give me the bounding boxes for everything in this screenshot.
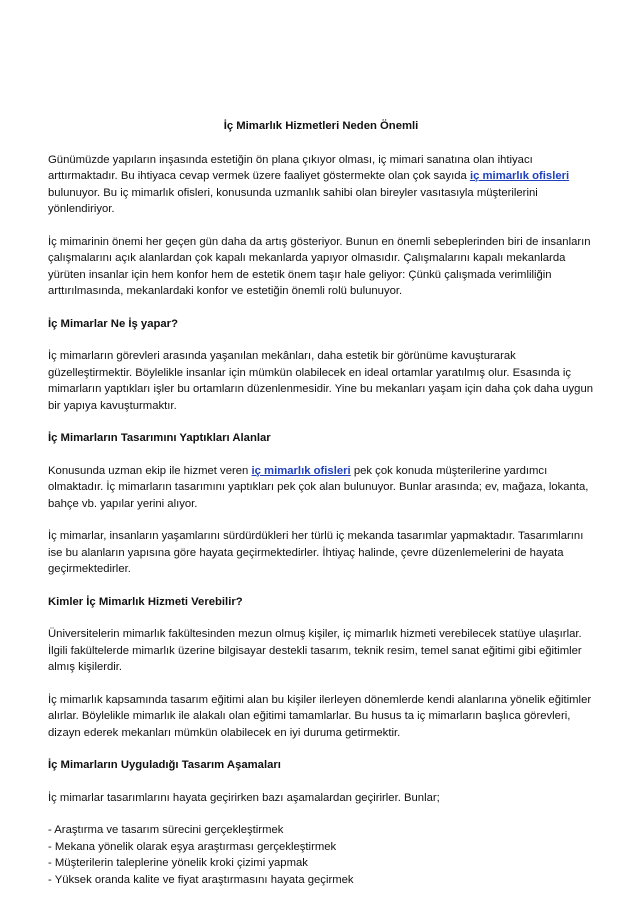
paragraph-text: Günümüzde yapıların inşasında estetiğin ön plana çıkıyor olması, iç mimari sanatına olan ihtiyacı arttırmaktadır. Bu ihtiyaca cevap vermek üzere faaliyet göstermekte olan çok sayıda <box>48 153 533 182</box>
paragraph-graduates: Üniversitelerin mimarlık fakültesinden mezun olmuş kişiler, iç mimarlık hizmeti verebilecek statüye ulaşırlar. İlgili fakültelerde mimarlık üzerine bilgisayar destekli tasarım, teknik resim, temel sanat eğitimi gibi eğitimler almış kişilerdir. <box>48 628 582 673</box>
paragraph-intro <box>48 152 594 218</box>
paragraph-text: pek çok konuda müşterilerine yardımcı olmaktadır. İç mimarların tasarımını yaptıkları pek çok alan bulunuyor. Bunlar arasında; ev, mağaza, lokanta, bahçe vb. yapılar yerini alıyor. <box>48 464 589 510</box>
paragraph-importance: İç mimarinin önemi her geçen gün daha da artış gösteriyor. Bunun en önemli sebeplerinden biri de insanların çalışmalarını açık alanlardan çok kapalı mekanlarda yapıyor olmasıdır. Çalışmalarını kapalı mekanlarda yürüten insanlar için hem konfor hem de estetik önem taşır hale geliyor: Çünkü çalışmada verimliliğin arttırılmasında, mekanlardaki konfor ve estetiğin önemli rolü bulunuyor. <box>48 235 591 297</box>
design-stages-list <box>48 822 594 888</box>
interior-design-offices-link-2[interactable]: iç mimarlık ofisleri <box>251 464 351 477</box>
list-item: - Müşterilerin taleplerine yönelik kroki çizimi yapmak <box>48 857 308 869</box>
list-item: - Mekana yönelik olarak eşya araştırması gerçekleştirmek <box>48 840 337 853</box>
section-heading-who-can-serve: Kimler İç Mimarlık Hizmeti Verebilir? <box>48 595 243 608</box>
list-item: - Araştırma ve tasarım sürecini gerçekleştirmek <box>48 824 284 836</box>
section-heading-design-stages: İç Mimarların Uyguladığı Tasarım Aşamaları <box>48 759 281 771</box>
paragraph-duties: İç mimarların görevleri arasında yaşanılan mekânları, daha estetik bir görünüme kavuşturarak güzelleştirmektir. Böylelikle insanlar için mümkün olabilecek en ideal ortamlar yaratılmış olur. Esasında iç mimarların yaptıkları işler bu ortamların düzenlenmesidir. Yine bu mekanları yaşam için daha çok daha uygun bir yapıya kavuşturmaktır. <box>48 350 594 412</box>
paragraph-spaces: İç mimarlar, insanların yaşamlarını sürdürdükleri her türlü iç mekanda tasarımlar yapmaktadır. Tasarımlarını ise bu alanların yapısına göre hayata geçirmektedirler. İhtiyaç halinde, çevre düzenlemelerini de hayata geçirmektedirler. <box>48 530 584 575</box>
document-title: İç Mimarlık Hizmetleri Neden Önemli <box>223 120 419 132</box>
interior-design-offices-link[interactable]: iç mimarlık ofisleri <box>469 170 570 182</box>
section-heading-design-areas: İç Mimarların Tasarımını Yaptıkları Alanlar <box>48 432 271 444</box>
list-item: - Yüksek oranda kalite ve fiyat araştırmasını hayata geçirmek <box>48 873 354 886</box>
section-heading-what-they-do: İç Mimarlar Ne İş yapar? <box>48 317 178 330</box>
paragraph-training: İç mimarlık kapsamında tasarım eğitimi alan bu kişiler ilerleyen dönemlerde kendi alanlarına yönelik eğitimler alırlar. Böylelikle mimarlık ile alakalı olan eğitimi tamamlarlar. Bu husus ta iç mimarların başlıca görevleri, dizayn ederek mekanları mümkün olabilecek en iyi duruma getirmektir. <box>48 693 592 739</box>
paragraph-text: Konusunda uzman ekip ile hizmet veren <box>48 464 252 477</box>
document-page <box>48 118 594 888</box>
paragraph-stages-intro: İç mimarlar tasarımlarını hayata geçirirken bazı aşamalardan geçirirler. Bunlar; <box>48 791 440 804</box>
paragraph-text: bulunuyor. Bu iç mimarlık ofisleri, konusunda uzmanlık sahibi olan bireyler vasıtasıyla müşterilerini yönlendiriyor. <box>48 186 538 215</box>
paragraph-expert-team <box>48 463 594 513</box>
